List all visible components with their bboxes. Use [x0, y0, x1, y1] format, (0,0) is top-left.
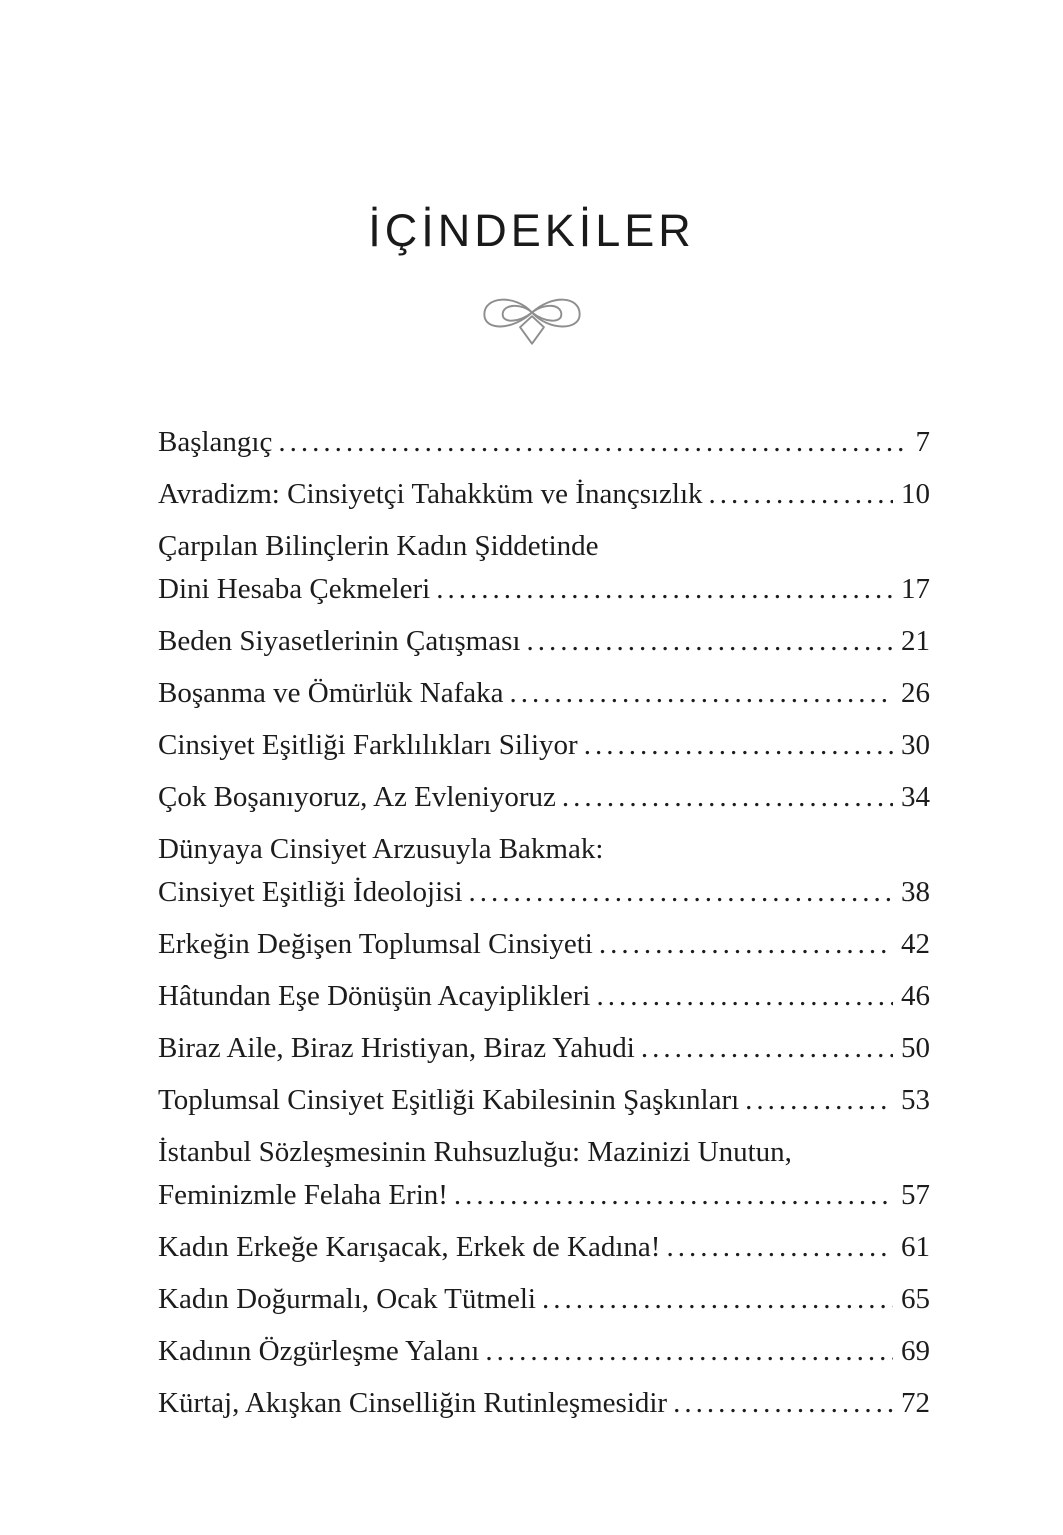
toc-entry-title: Hâtundan Eşe Dönüşün Acayiplikleri: [158, 980, 591, 1012]
toc-entry-main-line: [158, 871, 930, 914]
toc-entry: [158, 620, 930, 663]
toc-entry-main-line: [158, 473, 930, 516]
leader-dots: [666, 1226, 893, 1269]
toc-entry-main-line: [158, 975, 930, 1018]
toc-entry-title: Kürtaj, Akışkan Cinselliğin Rutinleşmesidir: [158, 1387, 668, 1419]
leader-dots: [709, 473, 893, 516]
leader-dots: [641, 1027, 893, 1070]
toc-entry-main-line: [158, 776, 930, 819]
toc-entry: [158, 776, 930, 819]
page-title: İÇİNDEKİLER: [368, 205, 695, 256]
toc-entry-title: Kadının Özgürleşme Yalanı: [158, 1335, 480, 1367]
toc-entry-main-line: [158, 923, 930, 966]
toc-entry-main-line: [158, 620, 930, 663]
toc-entry-page-number: 72: [901, 1387, 930, 1419]
toc-entry-page-number: 61: [901, 1231, 930, 1263]
toc-entry: [158, 1330, 930, 1373]
toc-entry-page-number: 21: [901, 625, 930, 657]
toc-entry: [158, 525, 930, 611]
toc-entry-page-number: 30: [901, 729, 930, 761]
toc-entry-page-number: 38: [901, 876, 930, 908]
toc-entry-page-number: 26: [901, 677, 930, 709]
toc-entry-title: Dini Hesaba Çekmeleri: [158, 573, 431, 605]
leader-dots: [469, 871, 894, 914]
toc-entry-title: Feminizmle Felaha Erin!: [158, 1179, 448, 1211]
leader-dots: [562, 776, 893, 819]
toc-entry-title: Cinsiyet Eşitliği İdeolojisi: [158, 876, 463, 908]
toc-entry: [158, 473, 930, 516]
toc-entry-main-line: [158, 568, 930, 611]
toc-entry: [158, 923, 930, 966]
toc-entry: [158, 1079, 930, 1122]
leader-dots: [673, 1382, 893, 1425]
toc-entry-title: Çok Boşanıyoruz, Az Evleniyoruz: [158, 781, 556, 813]
toc-entry-page-number: 50: [901, 1032, 930, 1064]
toc-entry: [158, 975, 930, 1018]
toc-entry: [158, 1131, 930, 1217]
leader-dots: [509, 672, 893, 715]
leader-dots: [599, 923, 893, 966]
toc-entry-main-line: [158, 1226, 930, 1269]
leader-dots: [542, 1278, 893, 1321]
toc-entry-main-line: [158, 1174, 930, 1217]
toc-entry-title: Kadın Erkeğe Karışacak, Erkek de Kadına!: [158, 1231, 661, 1263]
toc-entry: [158, 828, 930, 914]
toc-entry: [158, 1226, 930, 1269]
toc-entry-page-number: 46: [901, 980, 930, 1012]
toc-entry: [158, 1027, 930, 1070]
toc-entry-page-number: 42: [901, 928, 930, 960]
toc-entry: [158, 1382, 930, 1425]
toc-entry: [158, 421, 930, 464]
toc-entry-main-line: [158, 1330, 930, 1373]
leader-dots: [485, 1330, 893, 1373]
toc-entry-main-line: [158, 1079, 930, 1122]
toc-entry-page-number: 17: [901, 573, 930, 605]
toc-entry-title: Biraz Aile, Biraz Hristiyan, Biraz Yahudi: [158, 1032, 635, 1064]
toc-entry-page-number: 7: [915, 426, 930, 458]
toc-entry-wrap-line: İstanbul Sözleşmesinin Ruhsuzluğu: Mazinizi Unutun,: [158, 1136, 792, 1168]
toc-entry-main-line: [158, 1027, 930, 1070]
toc-entry-main-line: [158, 421, 930, 464]
toc-entry: [158, 724, 930, 767]
toc-entry-wrap-line: Dünyaya Cinsiyet Arzusuyla Bakmak:: [158, 833, 604, 865]
toc-entry-main-line: [158, 672, 930, 715]
leader-dots: [597, 975, 894, 1018]
toc-entry-title: Kadın Doğurmalı, Ocak Tütmeli: [158, 1283, 536, 1315]
toc-entry-page-number: 34: [901, 781, 930, 813]
toc-entry-title: Beden Siyasetlerinin Çatışması: [158, 625, 521, 657]
flourish-ornament-icon: [0, 285, 1063, 351]
leader-dots: [584, 724, 893, 767]
toc-entry-page-number: 65: [901, 1283, 930, 1315]
leader-dots: [454, 1174, 893, 1217]
toc-entry-page-number: 53: [901, 1084, 930, 1116]
leader-dots: [278, 421, 907, 464]
toc-entry-main-line: [158, 724, 930, 767]
toc-entry-title: Boşanma ve Ömürlük Nafaka: [158, 677, 504, 709]
toc-entry-title: Avradizm: Cinsiyetçi Tahakküm ve İnançsızlık: [158, 478, 703, 510]
toc-list: [158, 421, 930, 1425]
toc-entry-title: Cinsiyet Eşitliği Farklılıkları Siliyor: [158, 729, 578, 761]
toc-entry: [158, 672, 930, 715]
toc-entry-title: Erkeğin Değişen Toplumsal Cinsiyeti: [158, 928, 593, 960]
toc-entry: [158, 1278, 930, 1321]
leader-dots: [436, 568, 893, 611]
leader-dots: [745, 1079, 893, 1122]
toc-entry-wrap-line: Çarpılan Bilinçlerin Kadın Şiddetinde: [158, 530, 599, 562]
toc-entry-page-number: 57: [901, 1179, 930, 1211]
toc-entry-page-number: 69: [901, 1335, 930, 1367]
toc-entry-page-number: 10: [901, 478, 930, 510]
toc-entry-main-line: [158, 1278, 930, 1321]
toc-entry-title: Başlangıç: [158, 426, 273, 458]
toc-entry-title: Toplumsal Cinsiyet Eşitliği Kabilesinin Şaşkınları: [158, 1084, 740, 1116]
leader-dots: [526, 620, 893, 663]
toc-entry-main-line: [158, 1382, 930, 1425]
